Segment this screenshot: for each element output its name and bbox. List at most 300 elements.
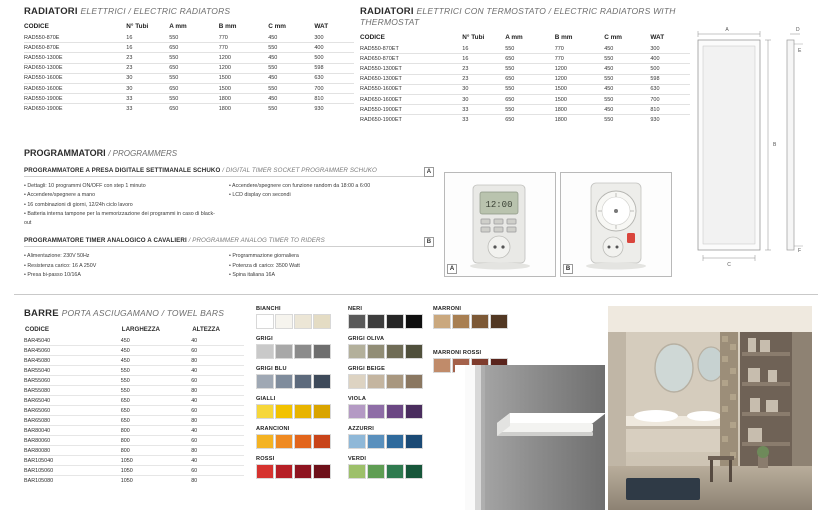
radiator-closeup-photo <box>455 365 605 510</box>
cell: BAR105060 <box>24 466 121 476</box>
cell: 450 <box>604 64 650 74</box>
cell: 1050 <box>121 456 191 466</box>
cell: 450 <box>604 105 650 115</box>
cell: 598 <box>650 74 690 84</box>
table-row <box>360 74 690 84</box>
swatch <box>348 404 366 419</box>
cell: 630 <box>314 73 354 83</box>
programmer-b-badge: B <box>424 237 434 247</box>
color-group-verdi <box>348 456 432 479</box>
cell: 1800 <box>555 105 605 115</box>
towel-bars-title-it: BARRE <box>24 308 59 319</box>
table-row <box>24 386 244 396</box>
cell: RAD650-1900E <box>24 105 63 112</box>
swatch <box>386 434 404 449</box>
table-row <box>24 43 354 53</box>
cell: RAD550-1300ET <box>360 64 462 74</box>
color-group-label: VIOLA <box>348 396 367 402</box>
swatch <box>275 344 293 359</box>
swatch <box>471 314 489 329</box>
color-group-grigi-blu <box>256 366 340 389</box>
table-row <box>360 54 690 64</box>
swatch <box>256 434 274 449</box>
bullet: • Dettagli: 10 programmi ON/OFF con step 1 minuto <box>24 183 146 189</box>
color-group-label: ARANCIONI <box>256 426 290 432</box>
cell: BAR80080 <box>24 446 121 456</box>
cell: 550 <box>505 84 555 94</box>
cell: 810 <box>314 94 354 104</box>
color-group-bianchi <box>256 306 340 329</box>
swatch <box>313 464 331 479</box>
cell: BAR80060 <box>24 436 121 446</box>
table-row <box>24 476 244 486</box>
cell: 60 <box>191 376 244 386</box>
electric-radiators-title-en: ELETTRICI / ELECTRIC RADIATORS <box>80 6 231 16</box>
cell: 80 <box>191 477 198 484</box>
swatch <box>256 314 274 329</box>
table-row <box>24 406 244 416</box>
cell: 60 <box>191 406 244 416</box>
cell: 450 <box>268 73 314 83</box>
swatch <box>386 314 404 329</box>
cell: RAD550-1600ET <box>360 84 462 94</box>
cell: 598 <box>314 63 354 73</box>
swatch <box>275 434 293 449</box>
cell: 650 <box>505 94 555 104</box>
towel-bars-title <box>24 308 244 319</box>
svg-text:12:00: 12:00 <box>485 200 513 210</box>
swatch <box>275 314 293 329</box>
cell: BAR105040 <box>24 456 121 466</box>
cell: 400 <box>650 54 690 64</box>
programmers-title-it: PROGRAMMATORI <box>24 148 106 158</box>
cell: 80 <box>191 386 244 396</box>
swatch-row <box>256 434 340 449</box>
col-header-wat: WAT <box>314 23 329 30</box>
cell: RAD650-870E <box>24 43 126 53</box>
swatch <box>367 314 385 329</box>
swatch-row <box>348 464 432 479</box>
cell: RAD650-1600E <box>24 83 126 93</box>
cell: 30 <box>462 94 505 104</box>
col-header-a: A mm <box>169 23 187 30</box>
cell: 550 <box>505 64 555 74</box>
cell: 60 <box>191 466 244 476</box>
table-header-row <box>24 325 244 336</box>
swatch <box>490 314 508 329</box>
svg-text:C: C <box>727 262 731 268</box>
swatch <box>313 404 331 419</box>
swatch <box>386 374 404 389</box>
programmer-b-heading <box>24 237 434 244</box>
cell: 33 <box>126 105 133 112</box>
thermostat-radiators-table <box>360 34 690 125</box>
swatch <box>386 344 404 359</box>
electric-radiators-table <box>24 23 354 114</box>
cell: 650 <box>169 83 219 93</box>
swatch <box>294 314 312 329</box>
cell: 550 <box>505 44 555 54</box>
programmer-a-title-en: / DIGITAL TIMER SOCKET PROGRAMMER SCHUKO <box>222 167 377 174</box>
cell: RAD650-870ET <box>360 54 462 64</box>
bathroom-interior-photo <box>608 306 812 510</box>
swatch-row <box>348 374 432 389</box>
col-header-wat: WAT <box>650 34 665 41</box>
cell: 1200 <box>219 63 269 73</box>
thermostat-radiators-title-en: ELETTRICI CON TERMOSTATO / ELECTRIC RADIATORS WITH THERMOSTAT <box>360 6 676 27</box>
color-group-label: MARRONI <box>433 306 462 312</box>
table-row <box>360 44 690 54</box>
cell: 650 <box>121 406 191 416</box>
swatch <box>405 314 423 329</box>
table-row <box>24 346 244 356</box>
col-header-codice: CODICE <box>24 23 49 30</box>
table-row <box>24 426 244 436</box>
cell: 1800 <box>554 116 567 123</box>
col-header-codice: CODICE <box>25 326 50 333</box>
cell: 550 <box>169 73 219 83</box>
swatch <box>294 344 312 359</box>
cell: RAD650-1600ET <box>360 94 462 104</box>
cell: 550 <box>268 83 314 93</box>
cell: 300 <box>650 44 690 54</box>
cell: 400 <box>314 43 354 53</box>
cell: RAD550-1900E <box>24 94 126 104</box>
cell: 33 <box>462 105 505 115</box>
bullet: • Batteria interna tampone per la memorizzazione dei programmi in caso di black-out <box>24 210 215 227</box>
color-group-label: GRIGI <box>256 336 273 342</box>
cell: 500 <box>314 53 354 63</box>
cell: BAR65040 <box>24 396 121 406</box>
cell: 450 <box>121 356 191 366</box>
cell: 80 <box>191 446 244 456</box>
cell: 650 <box>505 54 555 64</box>
programmers-section <box>24 148 434 280</box>
cell: BAR55080 <box>24 386 121 396</box>
cell: BAR45060 <box>24 346 121 356</box>
swatch-row <box>348 314 432 329</box>
swatch <box>294 464 312 479</box>
table-row <box>24 104 354 114</box>
programmer-b-photo-label: B <box>563 264 573 274</box>
swatch <box>313 374 331 389</box>
cell: 770 <box>219 43 269 53</box>
cell: 550 <box>505 105 555 115</box>
table-row <box>24 73 354 83</box>
cell: 1800 <box>219 94 269 104</box>
color-group-arancioni <box>256 426 340 449</box>
electric-radiators-section <box>24 6 354 114</box>
swatch-row <box>348 434 432 449</box>
bullet: • Accendere/spegnere con funzione random da 18:00 a 6:00 <box>229 183 371 189</box>
color-column-2 <box>348 306 432 486</box>
swatch <box>275 404 293 419</box>
swatch <box>313 434 331 449</box>
color-group-azzurri <box>348 426 432 449</box>
divider <box>24 246 434 247</box>
swatch <box>294 374 312 389</box>
programmers-title <box>24 148 434 158</box>
table-row <box>24 466 244 476</box>
cell: 1050 <box>120 477 133 484</box>
color-group-label: NERI <box>348 306 363 312</box>
swatch <box>348 344 366 359</box>
cell: 930 <box>314 105 324 112</box>
cell: 40 <box>191 366 244 376</box>
cell: 550 <box>268 105 278 112</box>
cell: 550 <box>604 94 650 104</box>
bullet: • Resistenza carico: 16 A 250V <box>24 262 97 269</box>
cell: 550 <box>121 366 191 376</box>
cell: RAD550-870E <box>24 33 126 43</box>
svg-text:A: A <box>725 27 729 33</box>
cell: 550 <box>268 63 314 73</box>
cell: 450 <box>604 84 650 94</box>
swatch-row <box>256 374 340 389</box>
cell: 16 <box>126 33 169 43</box>
cell: 1500 <box>219 83 269 93</box>
table-row <box>24 53 354 63</box>
col-header-b: B mm <box>554 34 573 41</box>
swatch <box>367 344 385 359</box>
cell: 650 <box>169 105 179 112</box>
cell: 23 <box>462 74 505 84</box>
programmer-b-bullets <box>24 252 434 280</box>
cell: 550 <box>169 53 219 63</box>
cell: RAD650-1900ET <box>360 116 402 123</box>
col-header-a: A mm <box>505 34 523 41</box>
swatch <box>386 464 404 479</box>
color-group-neri <box>348 306 432 329</box>
programmer-a-title-it: PROGRAMMATORE A PRESA DIGITALE SETTIMANALE SCHUKO <box>24 167 221 174</box>
swatch-row <box>348 344 432 359</box>
bullet: • LCD display con secondi <box>229 192 291 199</box>
cell: 810 <box>650 105 690 115</box>
cell: 450 <box>268 94 314 104</box>
table-row <box>360 64 690 74</box>
cell: 1500 <box>555 94 605 104</box>
cell: 23 <box>126 53 169 63</box>
cell: 770 <box>555 44 605 54</box>
color-group-marroni <box>433 306 517 329</box>
svg-text:E: E <box>798 48 802 54</box>
radiator-technical-drawing <box>690 22 810 287</box>
color-group-viola <box>348 396 432 419</box>
col-header-c: C mm <box>268 23 286 30</box>
bullets-left <box>24 182 229 228</box>
cell: BAR45040 <box>24 336 121 346</box>
cell: 450 <box>604 44 650 54</box>
bullet: • Alimentazione: 230V 50Hz <box>24 253 90 260</box>
color-group-label: GIALLI <box>256 396 276 402</box>
color-column-1 <box>256 306 340 486</box>
swatch <box>367 464 385 479</box>
cell: 800 <box>121 426 191 436</box>
swatch <box>294 404 312 419</box>
cell: 450 <box>268 33 314 43</box>
swatch <box>452 314 470 329</box>
divider <box>24 176 434 177</box>
table-row <box>24 94 354 104</box>
table-row <box>24 366 244 376</box>
programmer-b-title-en: / PROGRAMMER ANALOG TIMER TO RIDERS <box>188 237 325 245</box>
table-row <box>24 356 244 366</box>
swatch <box>433 314 451 329</box>
table-row <box>24 446 244 456</box>
swatch <box>405 434 423 449</box>
cell: 500 <box>650 64 690 74</box>
color-group-rossi <box>256 456 340 479</box>
color-group-grigi-beige <box>348 366 432 389</box>
bullet: • Programmazione giornaliera <box>229 253 299 260</box>
cell: 700 <box>650 94 690 104</box>
cell: 650 <box>169 63 219 73</box>
cell: RAD550-1900ET <box>360 105 462 115</box>
cell: BAR80040 <box>24 426 121 436</box>
swatch <box>348 464 366 479</box>
cell: 16 <box>462 54 505 64</box>
programmer-a-badge: A <box>424 167 434 177</box>
col-header-tubi: N° Tubi <box>462 34 485 41</box>
cell: 630 <box>650 84 690 94</box>
table-row <box>24 376 244 386</box>
cell: 450 <box>268 53 314 63</box>
programmer-a-photo <box>444 172 556 277</box>
thermostat-radiators-title-it: RADIATORI <box>360 6 414 17</box>
svg-text:D: D <box>796 27 800 33</box>
cell: 40 <box>191 456 244 466</box>
swatch <box>256 404 274 419</box>
col-header-tubi: N° Tubi <box>126 23 149 30</box>
section-divider <box>14 294 818 295</box>
cell: 40 <box>191 336 244 346</box>
table-row <box>360 84 690 94</box>
swatch-row <box>256 314 340 329</box>
table-row <box>360 105 690 115</box>
bullets-left <box>24 252 229 280</box>
table-header-row <box>360 34 690 44</box>
swatch <box>405 464 423 479</box>
cell: RAD550-870ET <box>360 44 462 54</box>
swatch-row <box>256 404 340 419</box>
color-group-label: ROSSI <box>256 456 275 462</box>
cell: 40 <box>191 396 244 406</box>
swatch <box>256 374 274 389</box>
swatch <box>256 344 274 359</box>
swatch <box>367 404 385 419</box>
cell: 23 <box>462 64 505 74</box>
swatch-row <box>256 344 340 359</box>
swatch <box>405 374 423 389</box>
cell: 1200 <box>219 53 269 63</box>
cell: BAR105080 <box>24 477 54 484</box>
cell: 1200 <box>555 64 605 74</box>
swatch <box>313 344 331 359</box>
cell: 550 <box>121 376 191 386</box>
color-group-label: GRIGI BLU <box>256 366 287 372</box>
bullet: • Spina italiana 16A <box>229 271 276 278</box>
swatch <box>313 314 331 329</box>
table-row <box>360 94 690 104</box>
cell: BAR55060 <box>24 376 121 386</box>
cell: 30 <box>126 73 169 83</box>
cell: 300 <box>314 33 354 43</box>
bullet: • 16 combinazioni di giorni, 12/24h ciclo lavoro <box>24 201 133 208</box>
cell: RAD550-1600E <box>24 73 126 83</box>
cell: 450 <box>121 336 191 346</box>
cell: 1200 <box>555 74 605 84</box>
color-group-label: AZZURRI <box>348 426 374 432</box>
towel-bars-table <box>24 325 244 485</box>
cell: 650 <box>121 416 191 426</box>
color-group-label: GRIGI OLIVA <box>348 336 385 342</box>
programmer-a-bullets <box>24 182 434 228</box>
cell: 30 <box>462 84 505 94</box>
swatch <box>275 374 293 389</box>
cell: BAR65060 <box>24 406 121 416</box>
swatch <box>256 464 274 479</box>
cell: 1050 <box>121 466 191 476</box>
table-row <box>24 33 354 43</box>
cell: 1500 <box>555 84 605 94</box>
svg-text:B: B <box>773 142 777 148</box>
table-row <box>24 456 244 466</box>
swatch <box>367 434 385 449</box>
color-group-gialli <box>256 396 340 419</box>
swatch-row <box>256 464 340 479</box>
swatch-row <box>433 314 517 329</box>
bullet: • Accendere/spegnere a mano <box>24 192 96 199</box>
programmers-title-en: / PROGRAMMERS <box>108 149 178 158</box>
cell: 650 <box>505 116 515 123</box>
swatch <box>348 374 366 389</box>
table-row <box>24 83 354 93</box>
cell: 80 <box>191 416 244 426</box>
electric-radiators-title <box>24 6 354 17</box>
swatch <box>367 374 385 389</box>
cell: BAR55040 <box>24 366 121 376</box>
cell: BAR45080 <box>24 356 121 366</box>
table-header-row <box>24 23 354 33</box>
cell: 650 <box>169 43 219 53</box>
table-row <box>24 336 244 346</box>
cell: BAR65080 <box>24 416 121 426</box>
cell: 550 <box>268 43 314 53</box>
svg-text:F: F <box>798 248 802 254</box>
col-header-larghezza: LARGHEZZA <box>121 326 160 333</box>
cell: 650 <box>121 396 191 406</box>
color-group-label: GRIGI BEIGE <box>348 366 386 372</box>
programmer-b-photo <box>560 172 672 277</box>
table-row <box>24 436 244 446</box>
cell: 550 <box>169 33 219 43</box>
cell: 40 <box>191 426 244 436</box>
towel-bars-title-en: PORTA ASCIUGAMANO / TOWEL BARS <box>61 308 225 318</box>
col-header-altezza: ALTEZZA <box>192 326 220 333</box>
cell: 16 <box>126 43 169 53</box>
cell: 550 <box>121 386 191 396</box>
color-group-label: BIANCHI <box>256 306 281 312</box>
cell: 770 <box>555 54 605 64</box>
cell: 16 <box>462 44 505 54</box>
programmer-b-title-it: PROGRAMMATORE TIMER ANALOGICO A CAVALIERI <box>24 237 187 245</box>
table-row <box>360 115 690 125</box>
color-group-label: MARRONI ROSSI <box>433 350 482 356</box>
swatch <box>348 434 366 449</box>
cell: 1500 <box>219 73 269 83</box>
bullets-right <box>229 252 434 280</box>
cell: RAD550-1300E <box>24 53 126 63</box>
